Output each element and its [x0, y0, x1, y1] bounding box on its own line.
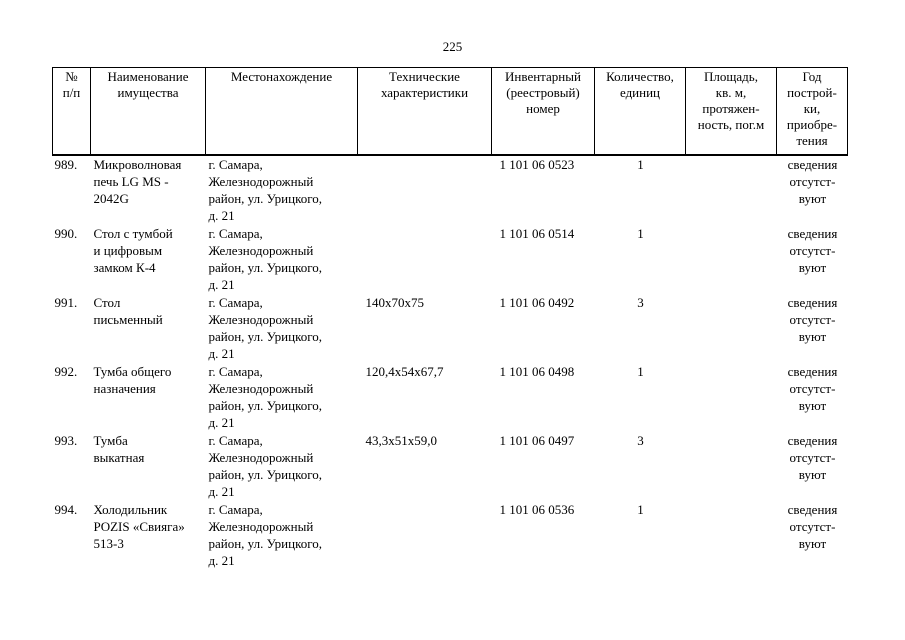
row-quantity: 1	[637, 364, 644, 379]
row-area	[686, 225, 777, 294]
row-number: 992.	[54, 364, 78, 379]
row-number: 989.	[54, 157, 78, 172]
row-technical-specs: 120,4х54х67,7	[365, 364, 444, 379]
row-technical-specs	[358, 155, 492, 225]
row-area	[686, 155, 777, 225]
row-property-name: Стол письменный	[93, 295, 163, 327]
row-location: г. Самара, Железнодорожный район, ул. Урицкого, д. 21	[208, 157, 322, 223]
header-area: Площадь, кв. м, протяжен- ность, пог.м	[686, 68, 777, 156]
row-location: г. Самара, Железнодорожный район, ул. Урицкого, д. 21	[208, 433, 322, 499]
header-inventory-number: Инвентарный (реестровый) номер	[492, 68, 595, 156]
header-location: Местонахождение	[206, 68, 358, 156]
row-inventory-number: 1 101 06 0497	[499, 433, 575, 448]
row-quantity: 1	[637, 226, 644, 241]
row-technical-specs: 43,3х51х59,0	[365, 433, 437, 448]
row-year: сведения отсутст- вуют	[787, 226, 838, 275]
row-property-name: Стол с тумбой и цифровым замком К-4	[93, 226, 173, 275]
row-quantity: 3	[637, 295, 644, 310]
row-area	[686, 294, 777, 363]
row-number: 990.	[54, 226, 78, 241]
row-location: г. Самара, Железнодорожный район, ул. Урицкого, д. 21	[208, 502, 322, 568]
row-quantity: 3	[637, 433, 644, 448]
property-registry-table	[52, 67, 848, 570]
row-technical-specs	[358, 501, 492, 570]
table-row	[53, 155, 848, 225]
table-row	[53, 432, 848, 501]
row-technical-specs: 140х70х75	[365, 295, 424, 310]
header-row	[53, 68, 848, 156]
header-number: № п/п	[53, 68, 91, 156]
row-year: сведения отсутст- вуют	[787, 295, 838, 344]
table-row	[53, 501, 848, 570]
header-technical-specs: Технические характеристики	[358, 68, 492, 156]
row-area	[686, 363, 777, 432]
row-inventory-number: 1 101 06 0514	[499, 226, 575, 241]
row-year: сведения отсутст- вуют	[787, 502, 838, 551]
row-quantity: 1	[637, 502, 644, 517]
header-quantity: Количество, единиц	[595, 68, 686, 156]
table-row	[53, 225, 848, 294]
row-inventory-number: 1 101 06 0536	[499, 502, 575, 517]
row-location: г. Самара, Железнодорожный район, ул. Урицкого, д. 21	[208, 226, 322, 292]
table-body	[53, 155, 848, 570]
header-year: Год построй- ки, приобре- тения	[777, 68, 848, 156]
header-property-name: Наименование имущества	[91, 68, 206, 156]
row-number: 994.	[54, 502, 78, 517]
table-row	[53, 294, 848, 363]
table-row	[53, 363, 848, 432]
row-location: г. Самара, Железнодорожный район, ул. Урицкого, д. 21	[208, 295, 322, 361]
table-header	[53, 68, 848, 156]
row-quantity: 1	[637, 157, 644, 172]
row-property-name: Микроволновая печь LG MS - 2042G	[93, 157, 182, 206]
row-number: 991.	[54, 295, 78, 310]
row-property-name: Тумба общего назначения	[93, 364, 172, 396]
row-technical-specs	[358, 225, 492, 294]
row-area	[686, 432, 777, 501]
row-inventory-number: 1 101 06 0492	[499, 295, 575, 310]
row-year: сведения отсутст- вуют	[787, 157, 838, 206]
row-year: сведения отсутст- вуют	[787, 364, 838, 413]
row-number: 993.	[54, 433, 78, 448]
page-number: 225	[442, 39, 463, 54]
row-property-name: Тумба выкатная	[93, 433, 145, 465]
row-inventory-number: 1 101 06 0523	[499, 157, 575, 172]
row-area	[686, 501, 777, 570]
row-property-name: Холодильник POZIS «Свияга» 513-3	[93, 502, 185, 551]
row-inventory-number: 1 101 06 0498	[499, 364, 575, 379]
row-year: сведения отсутст- вуют	[787, 433, 838, 482]
row-location: г. Самара, Железнодорожный район, ул. Урицкого, д. 21	[208, 364, 322, 430]
